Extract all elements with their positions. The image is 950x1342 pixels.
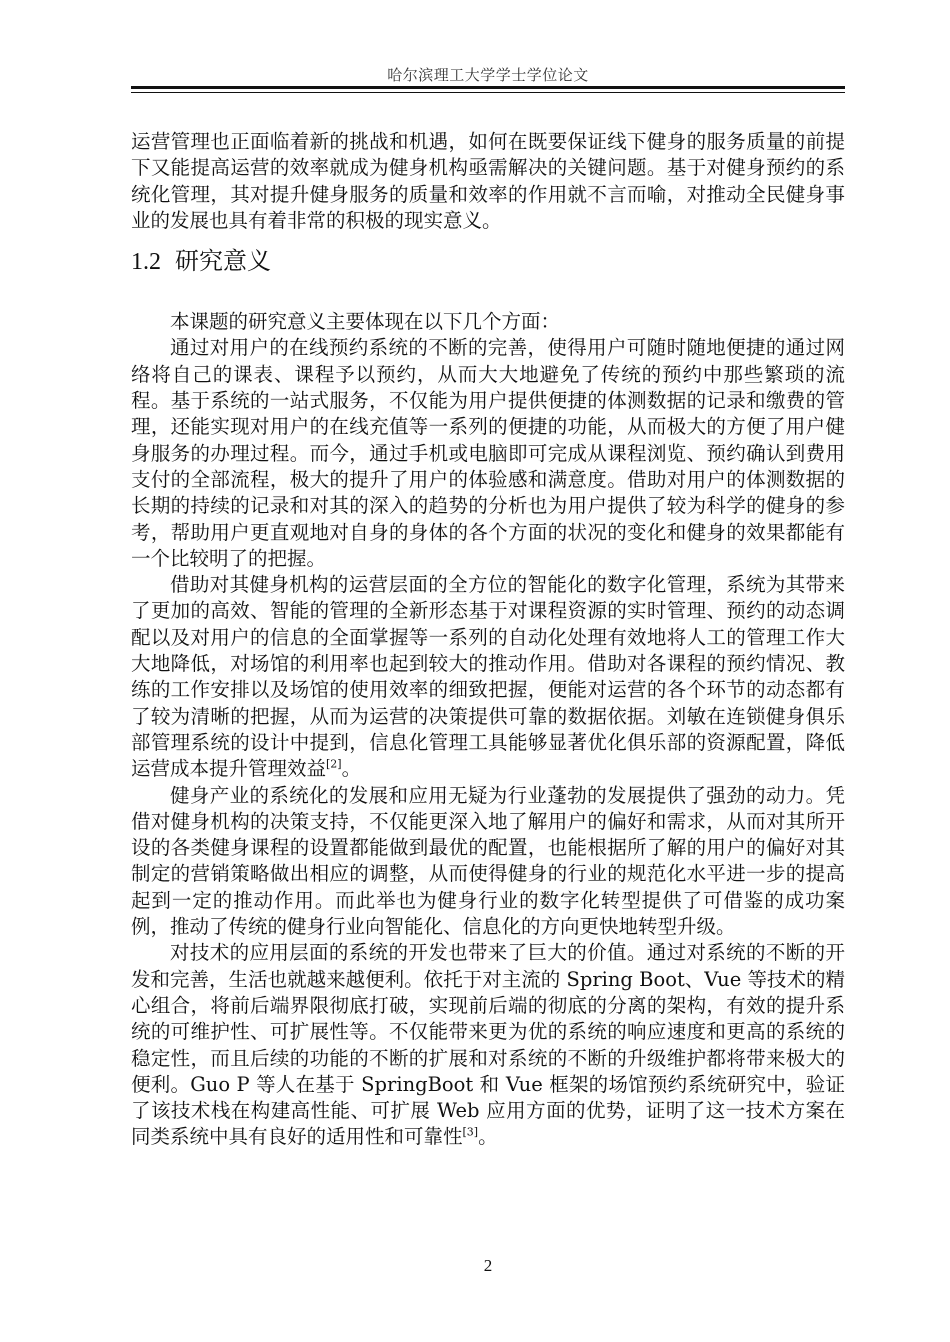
paragraph-operations [131, 572, 845, 782]
intro-continuation-paragraph: 运营管理也正面临着新的挑战和机遇，如何在既要保证线下健身的服务质量的前提下又能提高运营的效率就成为健身机构亟需解决的关键问题。基于对健身预约的系统化管理，其对提升健身服务的质量和效率的作用就不言而喻，对推动全民健身事业的发展也具有着非常的积极的现实意义。 [131, 130, 845, 232]
page-number: 2 [483, 1256, 493, 1275]
section-title: 研究意义 [175, 247, 271, 276]
paragraph-operations-end: 。 [341, 757, 362, 781]
header-rule-thin [131, 92, 845, 93]
paragraph-operations-text: 借助对其健身机构的运营层面的全方位的智能化的数字化管理，系统为其带来了更加的高效、智能的管理的全新形态基于对课程资源的实时管理、预约的动态调配以及对用户的信息的全面掌握等一系列的自动化处理有效地将人工的管理工作大大地降低，对场馆的利用率也起到较大的推动作用。借助对各课程的预约情况、教练的工作安排以及场馆的使用效率的细致把握，便能对运营的各个环节的动态都有了较为清晰的把握，从而为运营的决策提供可靠的数据依据。刘敏在连锁健身俱乐部管理系统的设计中提到，信息化管理工具能够显著优化俱乐部的资源配置，降低运营成本提升管理效益 [131, 573, 845, 781]
paragraph-overview: 本课题的研究意义主要体现在以下几个方面： [170, 310, 561, 334]
header-rule-thick [131, 86, 845, 89]
paragraph-technology-end: 。 [478, 1125, 498, 1149]
page-header-title: 哈尔滨理工大学学士学位论文 [387, 66, 589, 84]
paragraph-technology-text: 对技术的应用层面的系统的开发也带来了巨大的价值。通过对系统的不断的开发和完善，生活也就越来越便利。依托于对主流的 Spring Boot、Vue 等技术的精心组合，将前后端界限彻底打破，实现前后端的彻底的分离的架构，有效的提升系统的可维护性、可扩展性等。不仅能带来更为优的系统的响应速度和更高的系统的稳定性，而且后续的功能的不断的扩展和对系统的不断的升级维护都将带来极大的便利。Guo P 等人在基于 SpringBoot 和 Vue 框架的场馆预约系统研究中，验证了该技术栈在构建高性能、可扩展 Web 应用方面的优势，证明了这一技术方案在同类系统中具有良好的适用性和可靠性 [131, 941, 845, 1149]
page-body [131, 129, 845, 1151]
section-heading [131, 246, 845, 277]
citation-3: [3] [462, 1125, 479, 1139]
paragraph-user-booking: 通过对用户的在线预约系统的不断的完善，使得用户可随时随地便捷的通过网络将自己的课表、课程予以预约，从而大大地避免了传统的预约中那些繁琐的流程。基于系统的一站式服务，不仅能为用户提供便捷的体测数据的记录和缴费的管理，还能实现对用户的在线充值等一系列的便捷的功能，从而极大的方便了用户健身服务的办理过程。而今，通过手机或电脑即可完成从课程浏览、预约确认到费用支付的全部流程，极大的提升了用户的体验感和满意度。借助对用户的体测数据的长期的持续的记录和对其的深入的趋势的分析也为用户提供了较为科学的健身的参考，帮助用户更直观地对自身的身体的各个方面的状况的变化和健身的效果都能有一个比较明了的把握。 [131, 336, 845, 570]
citation-2: [2] [326, 757, 342, 771]
section-number: 1.2 [131, 249, 161, 276]
paragraph-technology [131, 940, 845, 1150]
paragraph-industry: 健身产业的系统化的发展和应用无疑为行业蓬勃的发展提供了强劲的动力。凭借对健身机构的决策支持，不仅能更深入地了解用户的偏好和需求，从而对其所开设的各类健身课程的设置都能做到最优的配置，也能根据所了解的用户的偏好对其制定的营销策略做出相应的调整，从而使得健身的行业的规范化水平进一步的提高起到一定的推动作用。而此举也为健身行业的数字化转型提供了可借鉴的成功案例，推动了传统的健身行业向智能化、信息化的方向更快地转型升级。 [131, 783, 845, 939]
